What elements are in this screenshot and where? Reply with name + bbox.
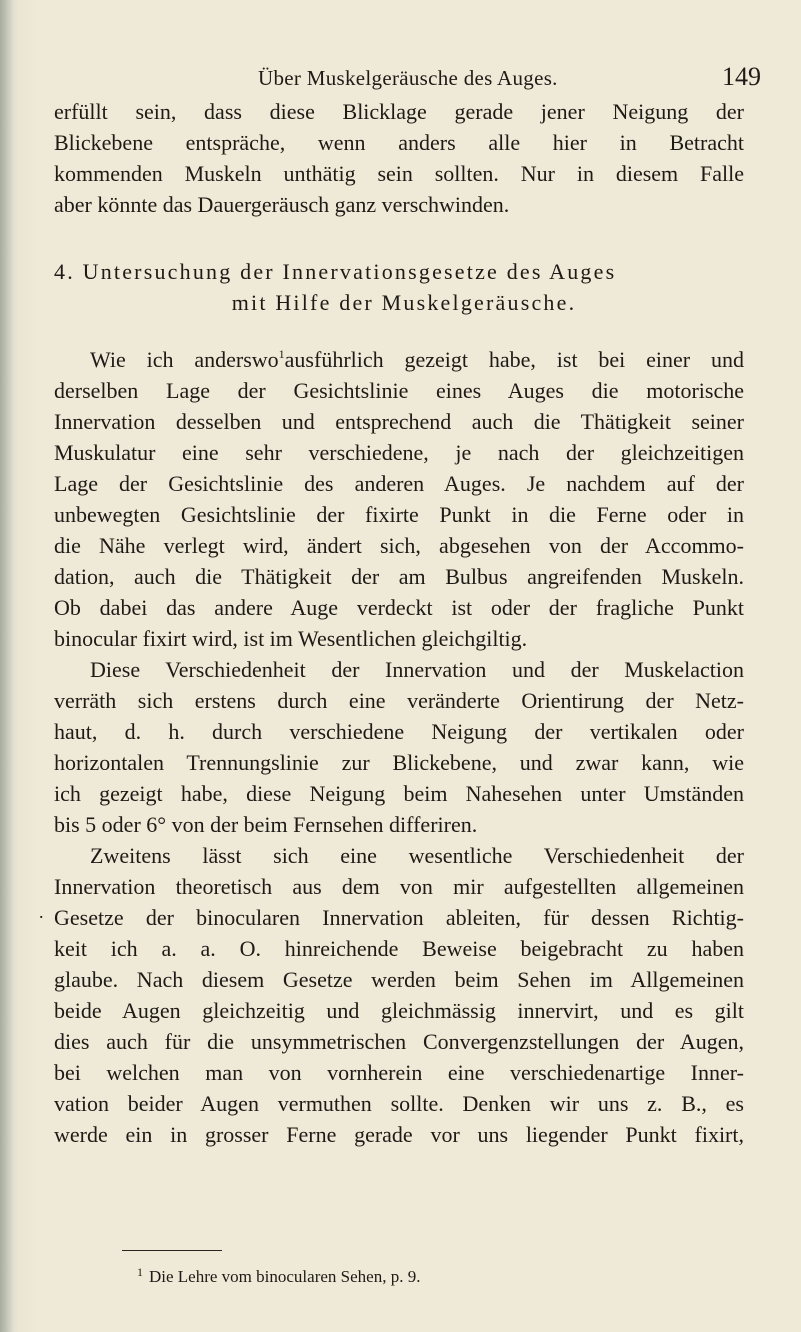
text-fragment: ausführlich gezeigt habe, ist bei einer und xyxy=(284,347,744,372)
page-number: 149 xyxy=(722,62,761,91)
text-line: binocular fixirt wird, ist im Wesentlichen gleichgiltig. xyxy=(54,626,528,651)
text-line: verräth sich erstens durch eine veränderte Orientirung der Netz- xyxy=(54,688,744,713)
text-line: dation, auch die Thätigkeit der am Bulbus angreifenden Muskeln. xyxy=(54,564,744,589)
text-line: dies auch für die unsymmetrischen Convergenzstellungen der Augen, xyxy=(54,1029,744,1054)
text-line: erfüllt sein, dass diese Blicklage gerade jener Neigung der xyxy=(54,99,744,124)
text-line: Innervation theoretisch aus dem von mir aufgestellten allgemeinen xyxy=(54,874,744,899)
spine-shadow xyxy=(0,0,14,1332)
text-line: keit ich a. a. O. hinreichende Beweise beigebracht zu haben xyxy=(54,936,744,961)
footnote xyxy=(137,1265,420,1287)
text-line: ich gezeigt habe, diese Neigung beim Nahesehen unter Umständen xyxy=(54,781,744,806)
footnote-mark: 1 xyxy=(137,1265,143,1279)
text-fragment: Wie ich anderswo xyxy=(90,347,279,372)
body-text xyxy=(54,96,744,1150)
text-line: horizontalen Trennungslinie zur Blickebene, und zwar kann, wie xyxy=(54,750,744,775)
footnote-reference: 1 xyxy=(278,347,285,361)
text-line: Lage der Gesichtslinie des anderen Auges. Je nachdem auf der xyxy=(54,471,744,496)
text-line: haut, d. h. durch verschiedene Neigung der vertikalen oder xyxy=(54,719,744,744)
section-heading-continued: mit Hilfe der Muskelgeräusche. xyxy=(231,290,577,315)
text-line: werde ein in grosser Ferne gerade vor uns liegender Punkt fixirt, xyxy=(54,1122,744,1147)
paragraph-first-line: Zweitens lässt sich eine wesentliche Verschiedenheit der xyxy=(90,843,744,868)
text-line: bis 5 oder 6° von der beim Fernsehen differiren. xyxy=(54,812,478,837)
text-line: Muskulatur eine sehr verschiedene, je nach der gleichzeitigen xyxy=(54,440,744,465)
section-heading: 4. Untersuchung der Innervationsgesetze des Auges xyxy=(54,259,617,284)
text-line: aber könnte das Dauergeräusch ganz verschwinden. xyxy=(54,192,510,217)
text-line: Blickebene entspräche, wenn anders alle hier in Betracht xyxy=(54,130,744,155)
text-line: bei welchen man von vornherein eine verschiedenartige Inner- xyxy=(54,1060,744,1085)
running-header xyxy=(0,62,801,96)
text-line: vation beider Augen vermuthen sollte. Denken wir uns z. B., es xyxy=(54,1091,744,1116)
text-line: beide Augen gleichzeitig und gleichmässig innervirt, und es gilt xyxy=(54,998,744,1023)
text-line: glaube. Nach diesem Gesetze werden beim Sehen im Allgemeinen xyxy=(54,967,744,992)
text-line: unbewegten Gesichtslinie der fixirte Punkt in die Ferne oder in xyxy=(54,502,744,527)
footnote-divider xyxy=(122,1250,222,1251)
paragraph-first-line xyxy=(54,344,744,375)
footnote-text: Die Lehre vom binocularen Sehen, p. 9. xyxy=(149,1267,421,1286)
text-line: Ob dabei das andere Auge verdeckt ist oder der fragliche Punkt xyxy=(54,595,744,620)
margin-mark: . xyxy=(39,902,44,922)
text-line: Gesetze der binocularen Innervation ableiten, für dessen Richtig- xyxy=(54,905,744,930)
text-line: kommenden Muskeln unthätig sein sollten. Nur in diesem Falle xyxy=(54,161,744,186)
paragraph-first-line: Diese Verschiedenheit der Innervation und der Muskelaction xyxy=(90,657,744,682)
running-title: Über Muskelgeräusche des Auges. xyxy=(258,66,558,90)
text-line: Innervation desselben und entsprechend auch die Thätigkeit seiner xyxy=(54,409,744,434)
text-line: die Nähe verlegt wird, ändert sich, abgesehen von der Accommo- xyxy=(54,533,744,558)
text-line: derselben Lage der Gesichtslinie eines Auges die motorische xyxy=(54,378,744,403)
